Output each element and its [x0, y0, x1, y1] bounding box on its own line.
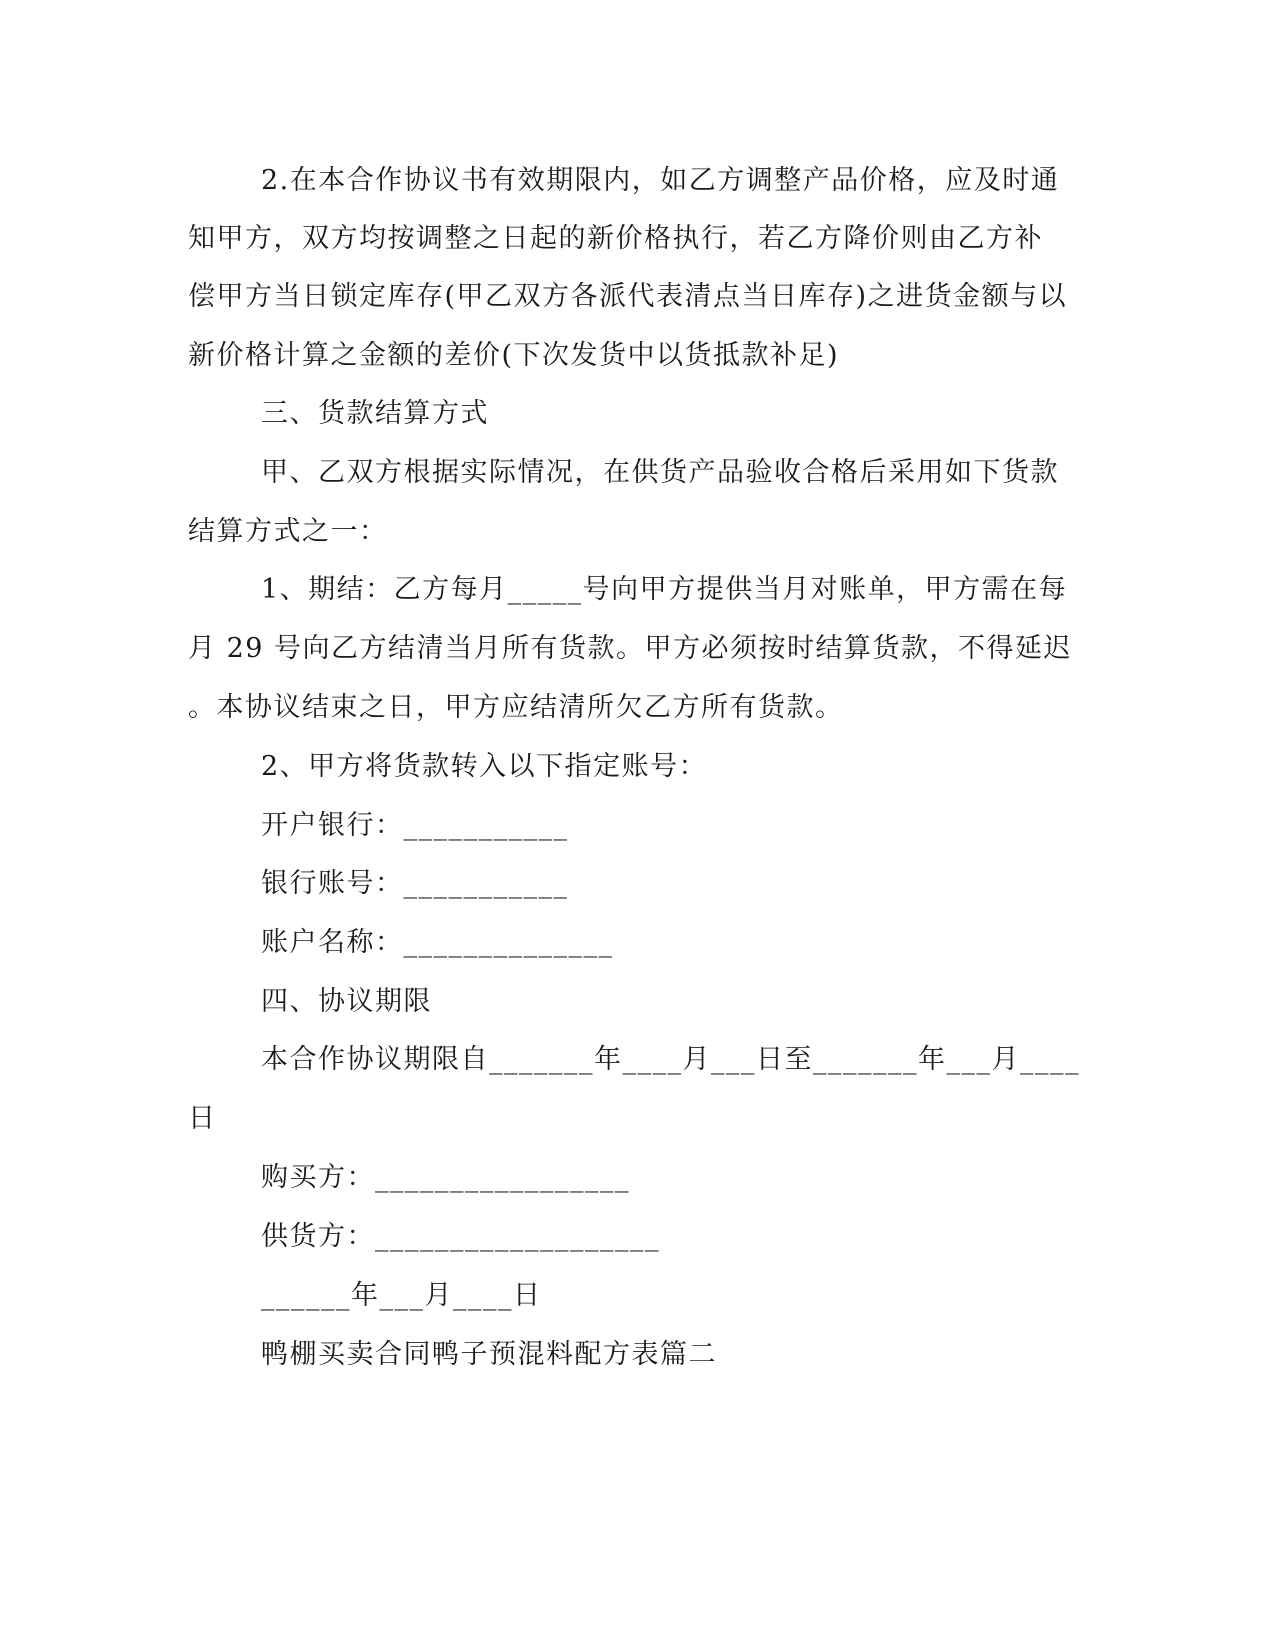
- paragraph-line: 2.在本合作协议书有效期限内，如乙方调整产品价格，应及时通: [261, 165, 1060, 196]
- paragraph-line: 新价格计算之金额的差价(下次发货中以货抵款补足): [188, 340, 840, 371]
- section-heading: 四、协议期限: [261, 986, 432, 1017]
- paragraph-line: 知甲方，双方均按调整之日起的新价格执行，若乙方降价则由乙方补: [188, 223, 1043, 254]
- paragraph-line: 。本协议结束之日，甲方应结清所欠乙方所有货款。: [188, 692, 844, 723]
- paragraph-line: 月 29 号向乙方结清当月所有货款。甲方必须按时结算货款，不得延迟: [188, 633, 1073, 664]
- section-heading: 三、货款结算方式: [261, 398, 489, 429]
- paragraph-line: 2、甲方将货款转入以下指定账号：: [261, 751, 708, 782]
- buyer-field: 购买方：_________________: [261, 1162, 630, 1193]
- bank-name-field: 开户银行：___________: [261, 810, 569, 841]
- paragraph-line: 日: [188, 1103, 217, 1134]
- paragraph-line: 1、期结：乙方每月_____号向甲方提供当月对账单，甲方需在每: [261, 574, 1068, 605]
- section-title: 鸭棚买卖合同鸭子预混料配方表篇二: [261, 1339, 717, 1370]
- paragraph-line: 偿甲方当日锁定库存(甲乙双方各派代表清点当日库存)之进货金额与以: [188, 281, 1068, 312]
- account-name-field: 账户名称：______________: [261, 927, 614, 958]
- supplier-field: 供货方：___________________: [261, 1221, 660, 1252]
- paragraph-line: 本合作协议期限自_______年____月___日至_______年___月____: [261, 1044, 1080, 1075]
- paragraph-line: 结算方式之一：: [188, 516, 388, 547]
- bank-account-field: 银行账号：___________: [261, 868, 569, 899]
- paragraph-line: 甲、乙双方根据实际情况，在供货产品验收合格后采用如下货款: [261, 457, 1059, 488]
- date-field: ______年___月____日: [261, 1280, 542, 1311]
